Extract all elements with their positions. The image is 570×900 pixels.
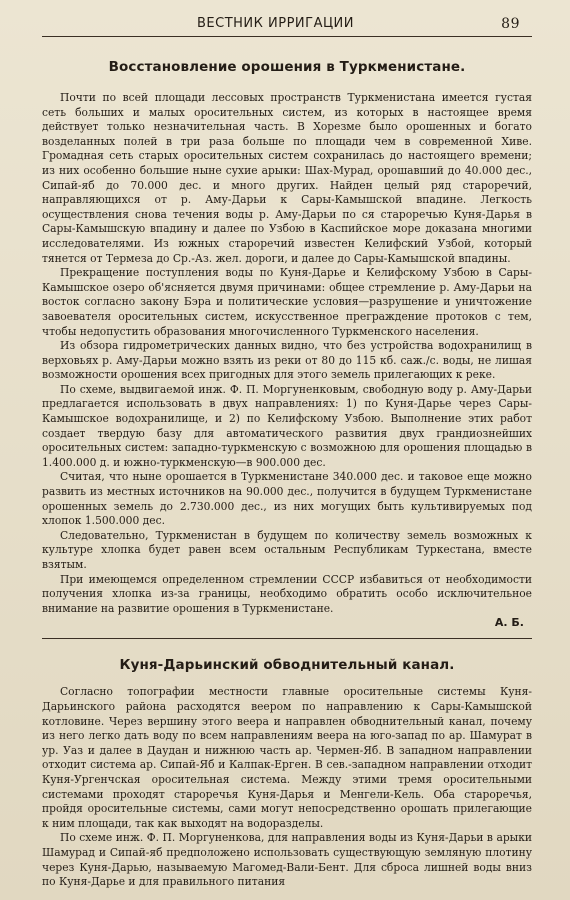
article-2-title: Куня-Дарьинский обводнительный канал. <box>119 657 455 674</box>
article-2-body <box>42 685 532 889</box>
section-divider <box>42 638 532 639</box>
paragraph: Из обзора гидрометрических данных видно, что без устройства водохранилищ в верховьях р. Аму-Дарьи можно взять из реки от 80 до 115 кб. саж./с. воды, не лишая возможности орошения всех пригодных для этого земель прилегающих к реке. <box>42 339 532 382</box>
paragraph: Прекращение поступления воды по Куня-Дарье и Келифскому Узбою в Сары-Камышское озеро об'ясняется двумя причинами: общее стремление р. Аму-Дарьи на восток согласно закону Бэра и политические условия—разрушение и уничтожение завоевателя оросительных систем, искусственное преграждение протоков с тем, чтобы недопустить образования многочисленного Туркменского населения. <box>42 266 532 338</box>
journal-title: ВЕСТНИК ИРРИГАЦИИ <box>197 16 355 31</box>
article-1-body <box>42 91 532 630</box>
running-header <box>42 12 532 37</box>
paragraph: По схеме инж. Ф. П. Моргуненкова, для направления воды из Куня-Дарьи в арыки Шамурад и Сипай-яб предположено использовать существующую земляную плотину через Куня-Дарью, называемую Магомед-Вали-Бент. Для сброса лишней воды вниз по Куня-Дарье и для правильного питания <box>42 831 532 889</box>
article-1-title: Восстановление орошения в Туркменистане. <box>108 59 466 75</box>
paragraph: По схеме, выдвигаемой инж. Ф. П. Моргуненковым, свободную воду р. Аму-Дарьи предлагается использовать в двух направлениях: 1) по Куня-Дарье через Сары-Камышское водохранилище, и 2) по Келифскому Узбою. Выполнение этих работ создает твердую базу для автоматического развития двух грандиознейших оросительных систем: западно-туркменскую с возможною для орошения площадью в 1.400.000 д. и южно-туркменскую—в 900.000 дес. <box>42 382 532 469</box>
paragraph: Согласно топографии местности главные оросительные системы Куня-Дарьинского района расходятся веером по направлению к Сары-Камышской котловине. Через вершину этого веера и направлен обводнительный канал, почему из него легко дать воду по всем направлениям веера на юго-запад по ар. Шамурат в ур. Уаз и далее в Даудан и нижнюю часть ар. Чермен-Яб. В западном направлении отходит система ар. Сипай-Яб и Калпак-Ерген. В сев.-западном направлении отходит Куня-Ургенчская оросительная система. Между этими тремя оросительными системами проходят староречья Куня-Дарья и Менгели-Кель. Оба староречья, пройдя оросительные системы, сами могут непосредственно орошать прилегающие к ним площади, так как выходят на водоразделы. <box>42 685 532 830</box>
paragraph: Почти по всей площади лессовых пространств Туркменистана имеется густая сеть больших и малых оросительных систем, из которых в настоящее время действует только незначительная часть. В Хорезме было орошенных и богато возделанных полей в три раза больше по площади чем в современной Хиве. Громадная сеть старых оросительных систем сохранилась до настоящего времени; из них особенно большие ныне сухие арыки: Шах-Мурад, орошавший до 40.000 дес., Сипай-яб до 70.000 дес. и много других. Найден целый ряд староречий, направляющихся от р. Аму-Дарьи к Сары-Камышской впадине. Легкость осуществления снова течения воды р. Аму-Дарьи по ся староречью Куня-Дарья в Сары-Камышскую впадину и далее по Узбою в Каспийское море доказана многими исследователями. Из южных староречий известен Келифский Узбой, который тянется от Термеза до Ср.-Аз. жел. дороги, и далее до Сары-Камышской впадины. <box>42 91 532 265</box>
page-number: 89 <box>501 16 520 32</box>
paragraph: При имеющемся определенном стремлении СССР избавиться от необходимости получения хлопка из-за границы, необходимо обратить особо исключительное внимание на развитие орошения в Туркменистане. <box>42 572 532 615</box>
paragraph: Следовательно, Туркменистан в будущем по количеству земель возможных к культуре хлопка будет равен всем остальным Республикам Туркестана, вместе взятым. <box>42 528 532 571</box>
paragraph: Считая, что ныне орошается в Туркменистане 340.000 дес. и таковое еще можно развить из местных источников на 90.000 дес., получится в будущем Туркменистане орошенных земель до 2.730.000 дес., из них могущих быть культивируемых под хлопок 1.500.000 дес. <box>42 470 532 528</box>
author-signature: А. Б. <box>494 616 524 630</box>
